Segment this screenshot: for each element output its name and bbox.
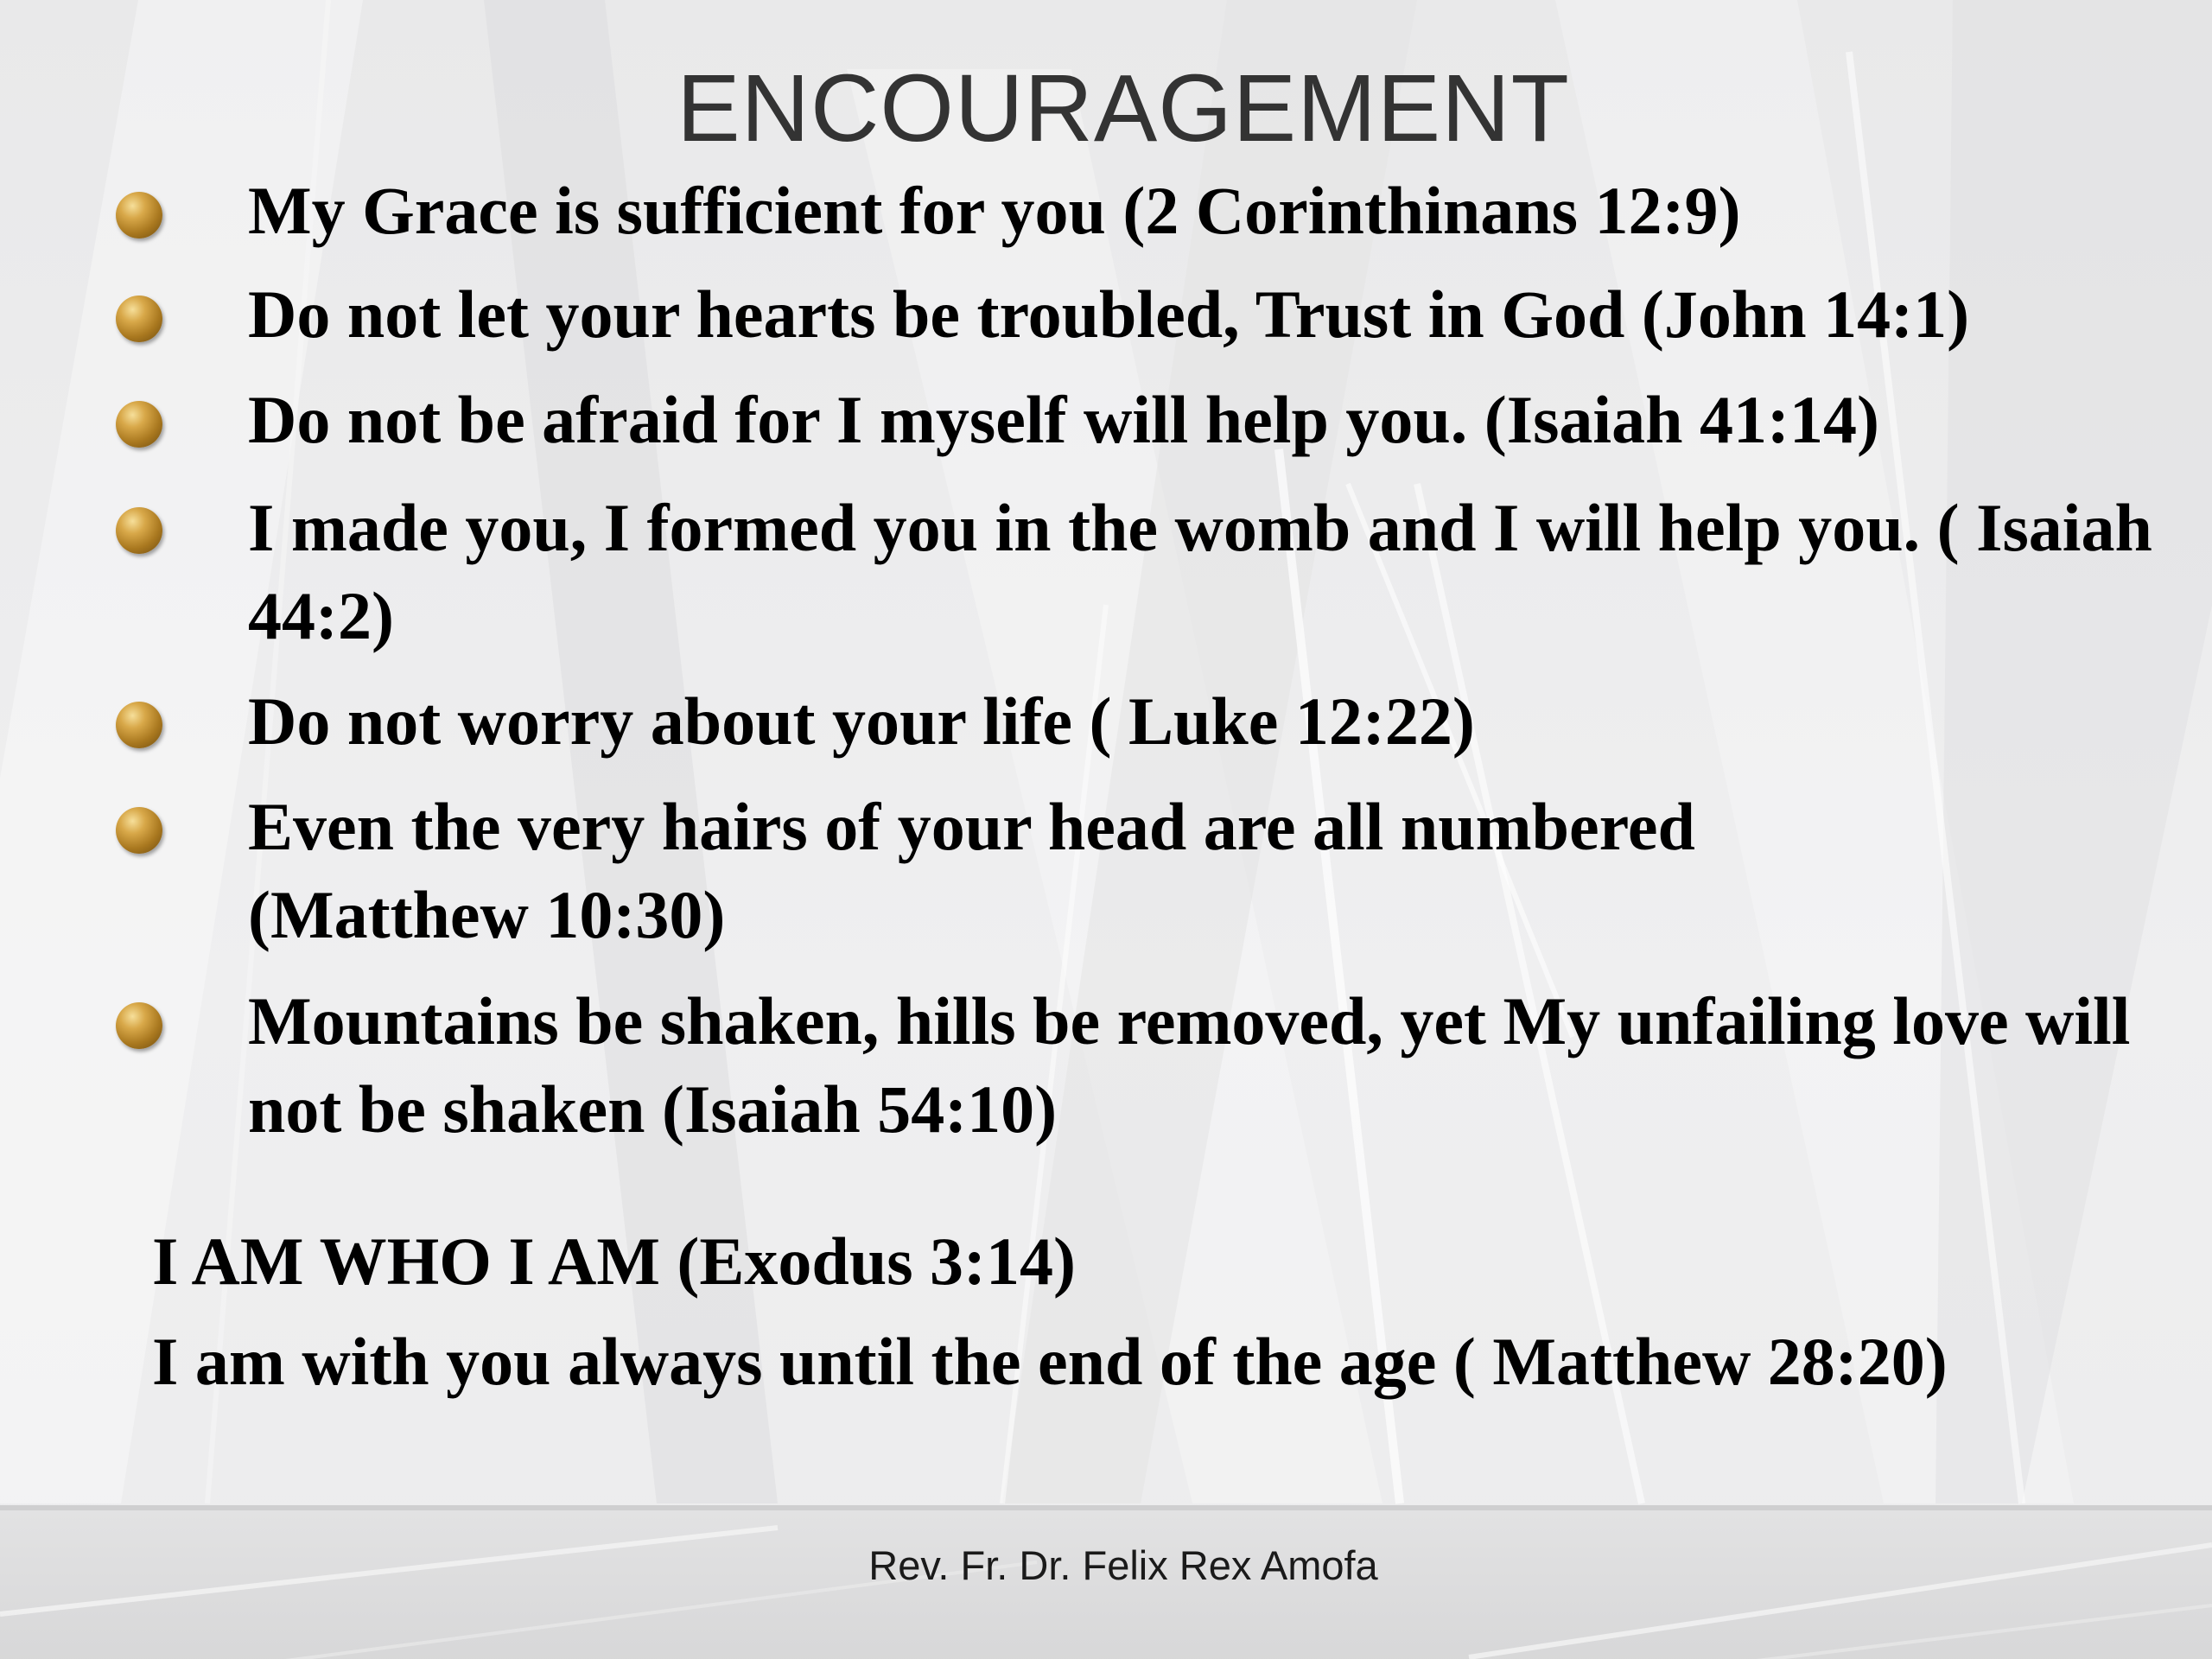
gold-bullet-icon	[116, 702, 162, 748]
bullet-text: I made you, I formed you in the womb and I will help you. ( Isaiah 44:2)	[248, 490, 2152, 653]
gold-bullet-icon	[116, 401, 162, 448]
bullet-text: Do not let your hearts be troubled, Trust in God (John 14:1)	[248, 276, 1970, 352]
gold-bullet-icon	[116, 296, 162, 342]
closing-line: I AM WHO I AM (Exodus 3:14)	[152, 1224, 1076, 1299]
gold-bullet-icon	[116, 192, 162, 238]
bullet-text: Mountains be shaken, hills be removed, yet My unfailing love will not be shaken (Isaiah 54:10)	[248, 983, 2131, 1147]
bullet-text: Do not be afraid for I myself will help you. (Isaiah 41:14)	[248, 382, 1879, 457]
slide-title: ENCOURAGEMENT	[677, 55, 1570, 162]
gold-bullet-icon	[116, 1002, 162, 1049]
bullet-text: Do not worry about your life ( Luke 12:22)	[248, 683, 1475, 759]
gold-bullet-icon	[116, 807, 162, 854]
gold-bullet-icon	[116, 507, 162, 554]
bullet-text: Even the very hairs of your head are all numbered (Matthew 10:30)	[248, 789, 1695, 952]
closing-line: I am with you always until the end of the age ( Matthew 28:20)	[152, 1324, 1948, 1399]
footer-author: Rev. Fr. Dr. Felix Rex Amofa	[868, 1542, 1378, 1588]
bullet-text: My Grace is sufficient for you (2 Corinthinans 12:9)	[248, 173, 1741, 248]
